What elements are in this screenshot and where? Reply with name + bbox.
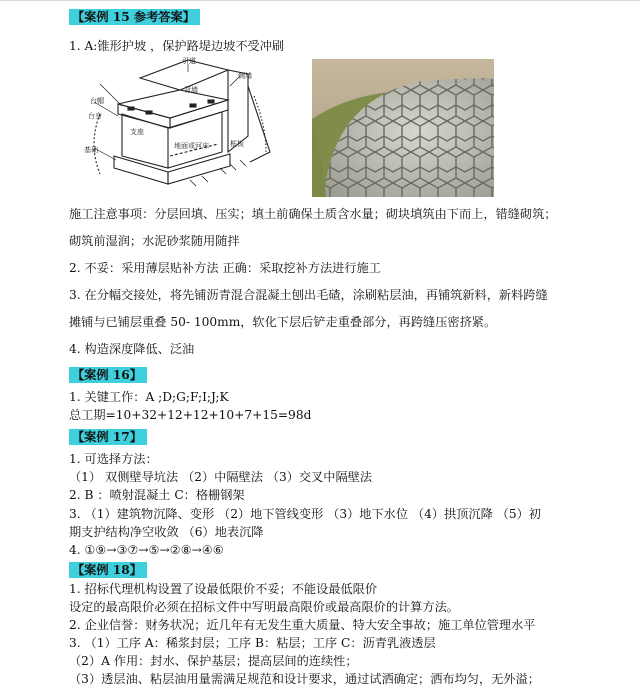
case15-heading: 【案例 15 参考答案】 [69,9,200,25]
case18-item1: 1. 招标代理机构设置了设最低限价不妥；不能设最低限价 [69,582,378,596]
diagram-cone-slope-left [94,114,100,174]
case15-notes-line2: 砌筑前湿润；水泥砂浆随用随拌 [69,234,240,248]
case15-item3-line2: 摊铺与已铺层重叠 50- 100mm，软化下层后铲走重叠部分，再跨缝压密挤紧。 [69,315,497,329]
case17-item4: 4. ①⑨→③⑦→⑤→②⑧→④⑥ [69,543,224,557]
case17-item1-methods: （1） 双侧壁导坑法 （2）中隔壁法 （3）交叉中隔壁法 [69,470,373,484]
page-top-border [0,0,640,1]
case15-item1: 1. A:锥形护坡 ，保护路堤边坡不受冲刷 [69,39,285,53]
diagram-cap-front [118,104,170,128]
case18-item2: 2. 企业信誉：财务状况；近几年有无发生重大质量、特大安全事故；施工单位管理水平 [69,618,536,632]
case15-item3-line1: 3. 在分幅交接处，将先铺沥青混合混凝土刨出毛碴，涂刷粘层油，再铺筑新料，新料跨缝 [69,288,548,302]
diagram-footing [114,156,168,184]
diagram-label-taimao: 台帽 [90,97,104,105]
case17-item1: 1. 可选择方法： [69,452,158,466]
case18-item1-detail: 设定的最高限价必须在招标文件中写明最高限价或最高限价的计算方法。 [69,600,459,614]
diagram-cone-slope-right [248,86,270,162]
case16-item1: 1. 关键工作：A ;D;G;F;I;J;K [69,390,229,404]
diagram-label-yindao: 引道 [182,57,196,65]
case17-heading: 【案例 17】 [69,429,147,445]
case18-item3: 3. （1）工序 A：稀浆封层；工序 B：粘层；工序 C：沥青乳液透层 [69,636,436,650]
case17-item3-line1: 3. （1）建筑物沉降、变形 （2）地下管线变形 （3）地下水位 （4）拱顶沉降 （5）初 [69,507,541,521]
case16-total: 总工期=10+32+12+12+10+7+15=98d [69,408,312,422]
case15-notes-line1: 施工注意事项：分层回填、压实；填土前确保土质含水量；砌块填筑由下而上，错缝砌筑； [69,207,557,221]
hexagon-slope-photo [312,59,494,197]
case15-item4: 4. 构造深度降低、泛油 [69,342,195,356]
case18-item3-a: （2）A 作用：封水、保护基层；提高层间的连续性； [69,654,358,668]
case18-heading: 【案例 18】 [69,562,147,578]
bridge-abutment-diagram [70,56,292,194]
diagram-cap-top [118,90,228,118]
diagram-label-dimian: 地面或河床 [174,142,209,150]
case18-item3-b: （3）透层油、粘层油用量需满足规范和设计要求，通过试洒确定；洒布均匀，无外溢； [69,672,540,686]
diagram-label-taishen: 台身 [88,112,102,120]
diagram-label-jichu: 基础 [84,146,98,154]
diagram-label-zhizuo: 支座 [130,128,144,136]
case17-item2: 2. B ：喷射混凝土 C：格栅钢架 [69,488,245,502]
case15-item2: 2. 不妥：采用薄层贴补方法 正确：采取挖补方法进行施工 [69,261,381,275]
diagram-cap-side [170,100,228,128]
case16-heading: 【案例 16】 [69,367,147,383]
diagram-label-beiqiang: 背墙 [184,86,198,94]
diagram-label-kuangban: 框板 [230,140,244,148]
case17-item3-line2: 期支护结构净空收敛 （6）地表沉降 [69,525,264,539]
diagram-label-ceqiang: 侧墙 [238,72,252,80]
